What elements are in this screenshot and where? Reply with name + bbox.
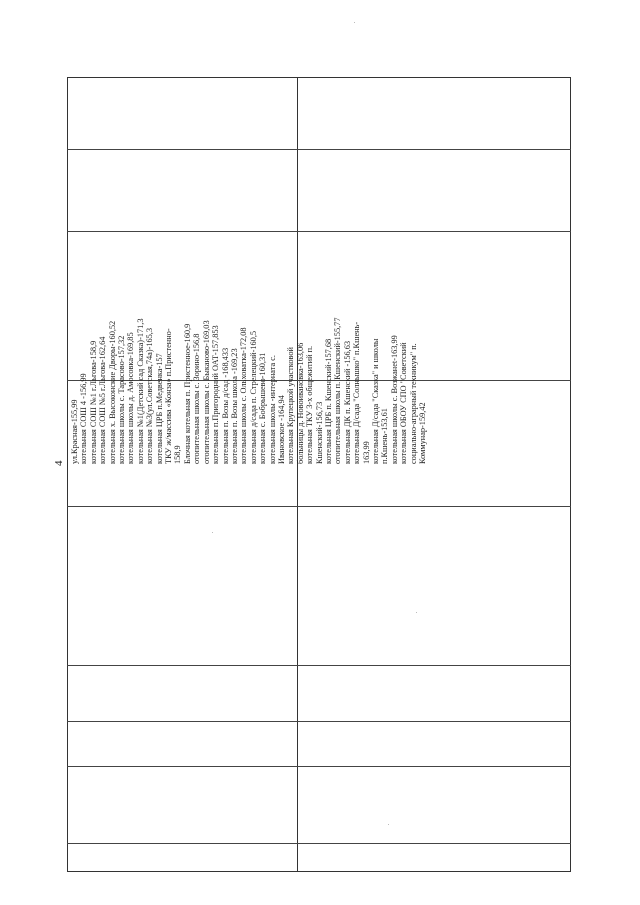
boiler-list-line: Кшенский-156,73 (314, 401, 324, 464)
boiler-list-line: котельная школы с. Тарасово-157,32 (117, 335, 127, 464)
boiler-list-line: ТКУ ж/массива «Конза» п.Пристенно- (164, 328, 174, 464)
boiler-list-line: 158,9 (173, 445, 183, 464)
boiler-list-line: котельная ОБОУ СПО "Советский (399, 342, 409, 464)
boiler-list-line: Ивановское -164,94 (276, 395, 286, 464)
boiler-list-line: котельная СОШ №5 г.Льгова-162,64 (98, 336, 108, 464)
boiler-list-line: котельная Крупецкой участковой (286, 347, 296, 464)
boiler-list-line: котельная Д/сада "Сказка" и школы (371, 338, 380, 464)
boiler-list-line: отопительная школы п. Кшенский-155,77 (333, 317, 343, 464)
boiler-list-line: Коммунар-159,42 (418, 402, 428, 464)
boiler-list-line: котельная школы д. Амосовка-169,85 (126, 332, 136, 464)
row-divider (67, 721, 571, 722)
row-divider (67, 665, 571, 666)
page-number: 4 (53, 460, 65, 466)
boiler-list-line: социально-аграрный техникум" п. (408, 343, 418, 464)
boiler-list-line: котельная №3(ул.Советская,74а)-165,3 (145, 327, 155, 464)
row-divider (67, 843, 571, 844)
boiler-list-line: котельная п. Возы школа -169,23 (229, 348, 239, 464)
boiler-list-line: котельная ЦРБ п. Кшенский-157,68 (323, 338, 333, 464)
boiler-list-line: котельная п.Пригородний ОАТ-157,853 (211, 325, 221, 464)
boiler-list-line: котельная ДК п. Кшенский -156,63 (342, 340, 352, 464)
boiler-list-line: Блочная котельная п. Пристенное-160,9 (182, 323, 192, 464)
boiler-list-line: котельная с. Бобрышево-160,31 (258, 352, 268, 464)
boiler-list-line: котельная школы -интерната с. (267, 355, 277, 464)
row-divider (67, 149, 571, 150)
scan-speck (388, 824, 389, 825)
boiler-list-line: котельная ЦРБ п.Медвенка-157 (154, 353, 164, 464)
boiler-list-line: ул.Красная-155,99 (70, 399, 79, 464)
boiler-list-line: п.Кшень-153,61 (380, 408, 390, 464)
scan-speck (354, 22, 355, 23)
boiler-list-line: котельная школы с. Возжанеt-163,99 (389, 335, 399, 464)
boiler-list-line: отопительная школы с. Зорино-156,8 (192, 333, 202, 464)
boiler-list-line: котельная ТКУ 3-х общежитий п. (305, 345, 315, 464)
scan-speck (212, 532, 213, 533)
scan-speck (416, 612, 417, 613)
boiler-list-line: котельная п. Возы д/сад -168,433 (220, 347, 230, 464)
boiler-list-line: отопительная школы с. Быканово-169,03 (201, 320, 211, 464)
row-divider (67, 231, 571, 232)
column-divider (297, 77, 298, 872)
boiler-list-line: котельная х. Высоконские Дворы-160,52 (107, 320, 117, 464)
boiler-list-line: котельная школы с. Ольховатка-172,08 (239, 327, 249, 464)
table-frame (67, 77, 571, 872)
row-divider (67, 766, 571, 767)
boiler-list-line: котельная СОШ 4 -156,99 (79, 373, 89, 464)
boiler-list-cell (67, 236, 428, 466)
boiler-list-line: котельная Д/сада "Солнышко" п.Кшень- (352, 321, 362, 464)
boiler-list-line: котельная СОШ №1 г.Льгова-158,9 (88, 340, 98, 464)
boiler-list-line: 163,99 (361, 441, 371, 464)
row-divider (67, 506, 571, 507)
boiler-list-line: больницы д. Новоивановка-163,06 (295, 342, 305, 464)
boiler-list-line: котельная №1(Детский сад Сказка)-171,3 (135, 318, 145, 464)
boiler-list-line: котельная д/сада п. Стрелецкий-160,5 (248, 330, 258, 464)
